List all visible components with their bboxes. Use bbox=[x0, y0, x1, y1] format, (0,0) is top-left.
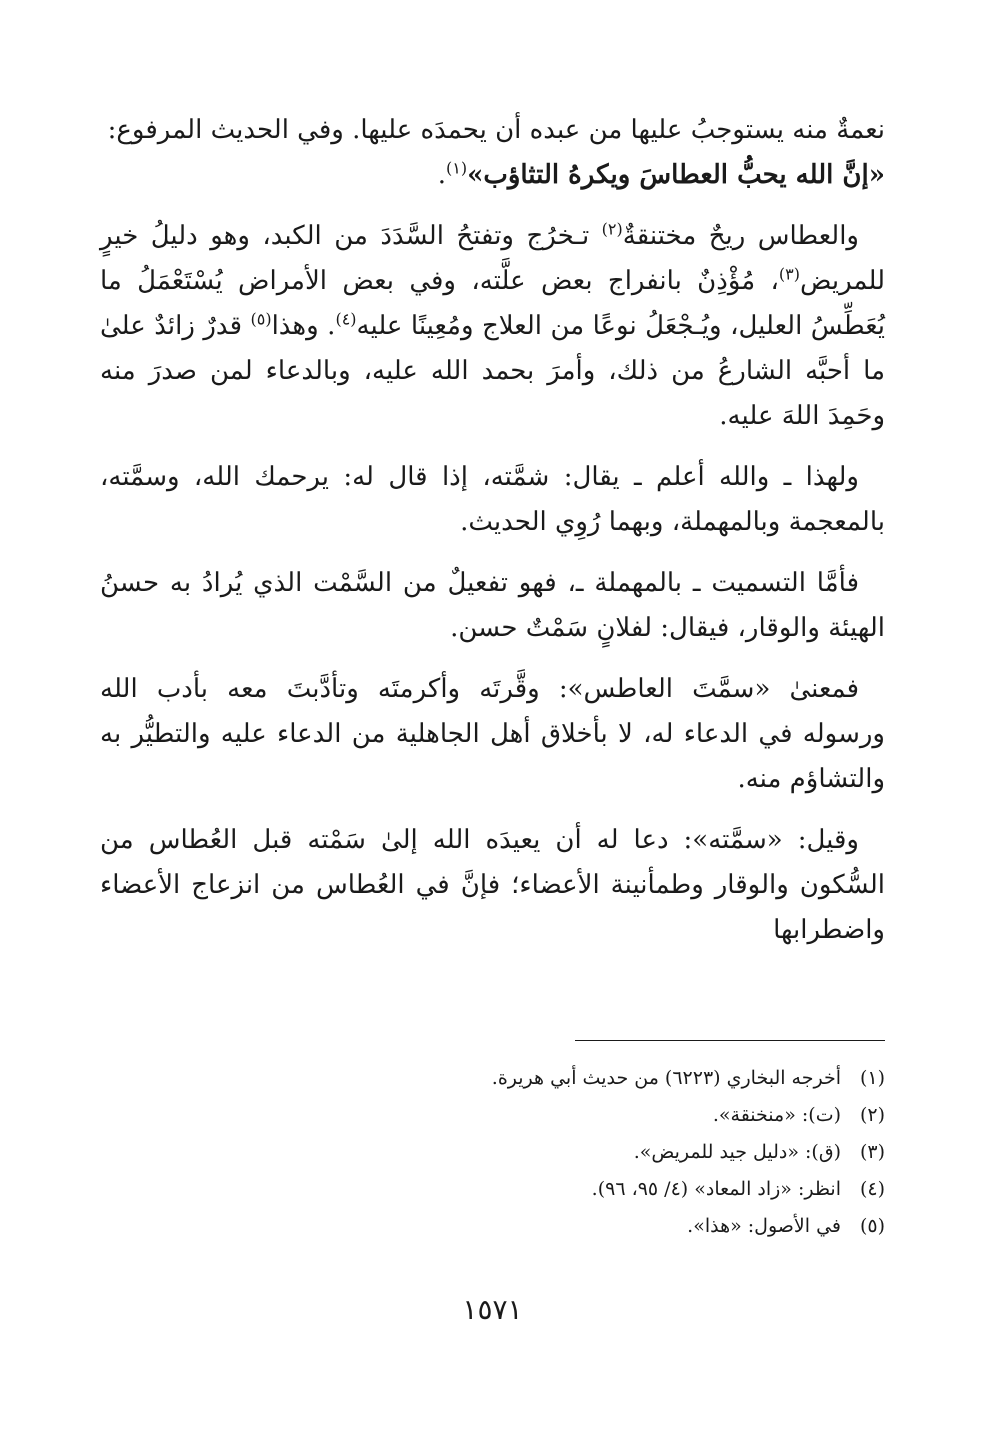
hadith-quote: «إنَّ الله يحبُّ العطاسَ ويكرهُ التثاؤب» bbox=[467, 160, 885, 190]
paragraph-2-seg-2: تـخرُج وتفتحُ السَّدَدَ من الكبد، وهو دليلُ خيرٍ للمريض bbox=[100, 221, 885, 296]
footnote-number: (٥) bbox=[859, 1215, 885, 1237]
paragraph-2-seg-3: ، مُؤْذِنٌ بانفراج بعض علَّته، وفي بعض الأمراض يُسْتَعْمَلُ ما يُعَطِّسُ العليل، ويُـجْعَلُ نوعًا من العلاج ومُعِينًا عليه bbox=[100, 266, 886, 341]
footnote-number: (٣) bbox=[859, 1141, 885, 1163]
paragraph-5: فمعنىٰ «سمَّتَ العاطس»: وقَّرتَه وأكرمتَه وتأدَّبتَ معه بأدب الله ورسوله في الدعاء له، لا بأخلاق أهل الجاهلية من الدعاء عليه والتطيُّر به والتشاؤم منه. bbox=[100, 674, 885, 794]
footnote-text: أخرجه البخاري (٦٢٢٣) من حديث أبي هريرة. bbox=[491, 1067, 841, 1089]
paragraph-2-seg-1: والعطاس ريحٌ مختنقةٌ bbox=[622, 221, 859, 251]
paragraph-2-seg-4: . وهذا bbox=[271, 311, 336, 341]
footnote-3 bbox=[100, 1134, 885, 1171]
footnote-ref-5[interactable]: (٥) bbox=[250, 309, 272, 329]
footnote-ref-3[interactable]: (٣) bbox=[778, 264, 800, 284]
footnote-text: في الأصول: «هذا». bbox=[687, 1215, 841, 1237]
page-body bbox=[100, 108, 885, 969]
main-text bbox=[100, 108, 885, 953]
footnote-number: (٢) bbox=[859, 1104, 885, 1126]
page-number: ١٥٧١ bbox=[462, 1293, 523, 1326]
footnote-text: (ق): «دليل جيد للمريض». bbox=[633, 1141, 841, 1163]
paragraph-3: ولهذا ـ والله أعلم ـ يقال: شمَّته، إذا قال له: يرحمك الله، وسمَّته، بالمعجمة وبالمهملة، وبهما رُوِي الحديث. bbox=[100, 462, 885, 537]
footnotes bbox=[100, 1060, 885, 1245]
footnote-ref-1[interactable]: (١) bbox=[446, 158, 468, 178]
footnote-5 bbox=[100, 1208, 885, 1245]
paragraph-2-seg-5: قدرٌ زائدٌ علىٰ ما أحبَّه الشارعُ من ذلك، وأمرَ بحمد الله عليه، وبالدعاء لمن صدرَ منه وحَمِدَ اللهَ عليه. bbox=[100, 311, 885, 431]
footnote-ref-4[interactable]: (٤) bbox=[335, 309, 357, 329]
footnote-text: (ت): «منخنقة». bbox=[712, 1104, 841, 1126]
footnote-2 bbox=[100, 1097, 885, 1134]
footnote-ref-2[interactable]: (٢) bbox=[601, 219, 623, 239]
paragraph-1 bbox=[100, 108, 885, 198]
footnote-number: (١) bbox=[859, 1067, 885, 1089]
footnote-1 bbox=[100, 1060, 885, 1097]
footnote-4 bbox=[100, 1171, 885, 1208]
paragraph-6: وقيل: «سمَّته»: دعا له أن يعيدَه الله إلىٰ سَمْته قبل العُطاس من السُّكون والوقار وطمأنينة الأعضاء؛ فإنَّ في العُطاس من انزعاج الأعضاء واضطرابها bbox=[100, 825, 885, 945]
footnote-text: انظر: «زاد المعاد» (٤/ ٩٥، ٩٦). bbox=[591, 1178, 841, 1200]
paragraph-1-tail: . bbox=[437, 160, 446, 190]
footnote-divider bbox=[575, 1040, 885, 1041]
paragraph-1-text: نعمةٌ منه يستوجبُ عليها من عبده أن يحمدَه عليها. وفي الحديث المرفوع: bbox=[107, 115, 885, 145]
paragraph-4: فأمَّا التسميت ـ بالمهملة ـ، فهو تفعيلٌ من السَّمْت الذي يُرادُ به حسنُ الهيئة والوقار، فيقال: لفلانٍ سَمْتٌ حسن. bbox=[100, 568, 885, 643]
paragraph-2 bbox=[100, 214, 885, 439]
footnote-number: (٤) bbox=[859, 1178, 885, 1200]
